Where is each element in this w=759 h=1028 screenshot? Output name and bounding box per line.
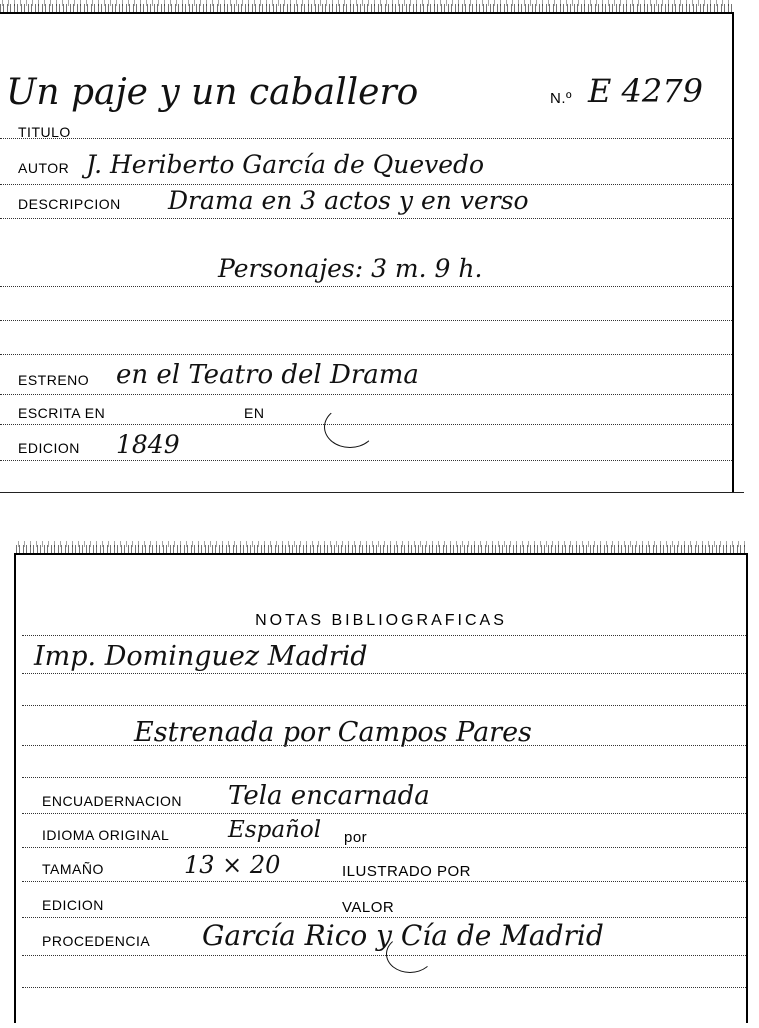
note-line-1: Imp. Dominguez Madrid — [34, 641, 368, 672]
titulo-label: TITULO — [18, 124, 71, 140]
tamano-label: TAMAÑO — [42, 861, 104, 877]
catalog-card-front — [0, 12, 734, 492]
ruled-line — [22, 777, 746, 778]
ruled-line — [0, 460, 732, 461]
estreno-value: en el Teatro del Drama — [116, 360, 419, 390]
ruled-line — [0, 286, 732, 287]
descripcion-value: Drama en 3 actos y en verso — [168, 186, 529, 215]
card-edge-texture — [16, 541, 746, 547]
idioma-value: Español — [228, 817, 322, 843]
title-handwritten: Un paje y un caballero — [6, 72, 419, 113]
catalog-number: E 4279 — [588, 72, 703, 110]
ruled-line — [22, 705, 746, 706]
note-line-2: Estrenada por Campos Pares — [134, 717, 532, 748]
escrita-en-label: ESCRITA EN — [18, 405, 106, 421]
library-stamp-mark — [324, 406, 376, 448]
ruled-line — [0, 354, 732, 355]
ruled-line — [0, 394, 732, 395]
idioma-label: IDIOMA ORIGINAL — [42, 827, 170, 843]
ilustrado-label: ILUSTRADO POR — [342, 863, 472, 880]
ruled-line — [22, 881, 746, 882]
card-bottom-line — [0, 492, 744, 493]
autor-value: J. Heriberto García de Quevedo — [86, 150, 485, 179]
autor-label: AUTOR — [18, 160, 70, 176]
edicion-label: EDICION — [18, 440, 80, 456]
personajes-value: Personajes: 3 m. 9 h. — [218, 254, 483, 283]
procedencia-label: PROCEDENCIA — [42, 933, 151, 949]
encuadernacion-value: Tela encarnada — [228, 781, 430, 811]
ruled-line — [0, 218, 732, 219]
number-label: N.º — [550, 90, 572, 107]
descripcion-label: DESCRIPCION — [18, 196, 121, 212]
ruled-line — [22, 635, 746, 636]
encuadernacion-label: ENCUADERNACION — [42, 793, 183, 809]
card-edge-texture — [0, 0, 732, 6]
procedencia-value: García Rico y Cía de Madrid — [202, 919, 604, 952]
ruled-line — [0, 320, 732, 321]
ruled-line — [22, 987, 746, 988]
library-stamp-mark — [386, 935, 434, 973]
valor-label: VALOR — [342, 899, 395, 916]
ruled-line — [22, 745, 746, 746]
por-label: por — [344, 829, 368, 846]
ruled-line — [22, 847, 746, 848]
edicion-value: 1849 — [116, 430, 180, 459]
catalog-card-back — [14, 553, 748, 1023]
ruled-line — [22, 955, 746, 956]
edicion-back-label: EDICION — [42, 897, 104, 913]
ruled-line — [0, 184, 732, 185]
estreno-label: ESTRENO — [18, 372, 90, 388]
notas-heading: NOTAS BIBLIOGRAFICAS — [255, 612, 507, 629]
ruled-line — [22, 813, 746, 814]
ruled-line — [0, 424, 732, 425]
ruled-line — [22, 917, 746, 918]
tamano-value: 13 × 20 — [184, 851, 281, 879]
ruled-line — [0, 138, 732, 139]
ruled-line — [22, 673, 746, 674]
en-label: EN — [244, 405, 265, 421]
